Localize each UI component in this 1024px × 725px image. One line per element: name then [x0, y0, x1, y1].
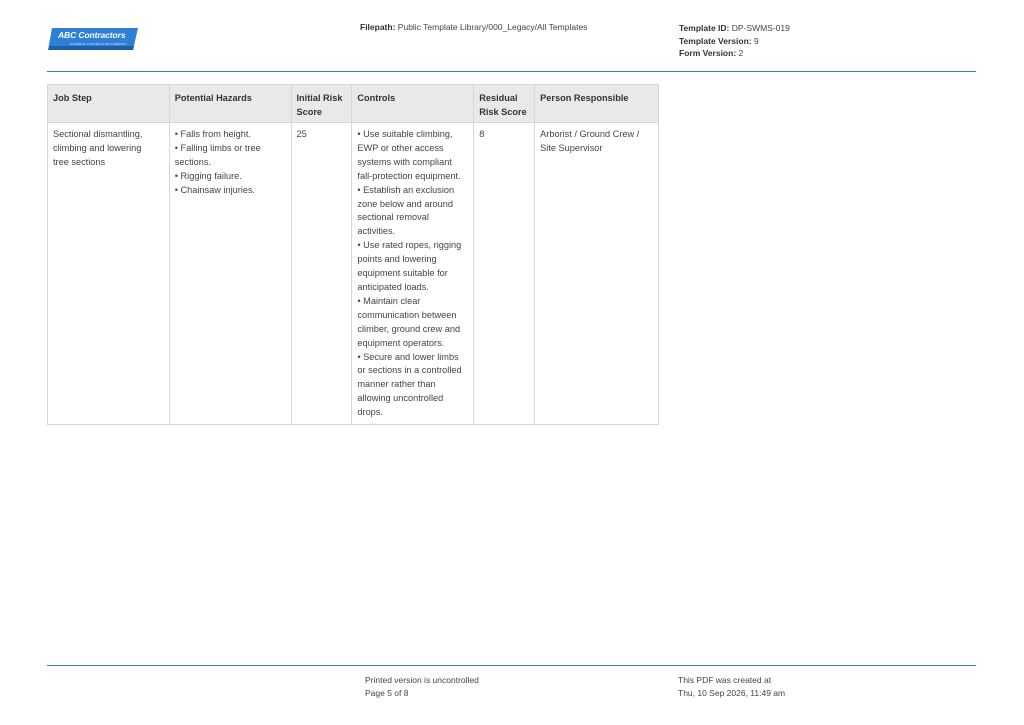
header-divider [47, 71, 976, 72]
filepath [360, 22, 587, 32]
swms-table [47, 84, 659, 425]
hazard-line: • Falling limbs or tree [174, 142, 261, 153]
cell-residual-risk: 8 [474, 123, 535, 425]
control-line: • Use rated ropes, rigging [357, 240, 462, 251]
control-line: drops. [357, 407, 383, 418]
control-line: communication between [357, 309, 457, 320]
template-version-label: Template Version: [679, 35, 752, 46]
table-row [48, 123, 659, 425]
template-id-label: Template ID: [679, 23, 730, 33]
template-id-value: DP-SWMS-019 [731, 23, 790, 33]
template-version-value: 9 [753, 35, 759, 46]
control-line: points and lowering [357, 254, 437, 265]
col-header-hazards: Potential Hazards [169, 85, 291, 123]
page-number: Page 5 of 8 [365, 687, 409, 698]
control-line: activities. [357, 226, 396, 237]
residual-risk-header-line: Risk Score [479, 106, 527, 117]
template-meta [679, 22, 790, 60]
control-line: fall-protection equipment. [357, 170, 461, 181]
job-step-line: tree sections [53, 156, 106, 167]
control-line: climber, ground crew and [357, 323, 461, 334]
cell-person [535, 123, 659, 425]
control-line: • Use suitable climbing, [357, 129, 453, 139]
control-line: allowing uncontrolled [357, 393, 444, 404]
control-line: manner rather than [357, 379, 436, 390]
control-line: EWP or other access [357, 142, 444, 153]
control-line: systems with compliant [357, 156, 452, 167]
control-line: • Secure and lower limbs [357, 351, 459, 362]
hazard-line: sections. [174, 156, 212, 167]
person-line: Arborist / Ground Crew / [540, 129, 640, 139]
job-step-line: Sectional dismantling, [53, 129, 143, 139]
cell-initial-risk: 25 [291, 123, 352, 425]
control-line: • Establish an exclusion [357, 184, 455, 195]
hazard-line: • Rigging failure. [174, 170, 242, 181]
residual-risk-header-line: Residual [479, 93, 518, 103]
template-version [679, 35, 790, 48]
logo-tagline: EXAMPLE CONTRACTOR COMPANY [70, 42, 128, 46]
form-version-label: Form Version: [679, 48, 737, 58]
col-header-job-step: Job Step [48, 85, 170, 123]
person-line: Site Supervisor [540, 142, 603, 153]
col-header-initial-risk [291, 85, 352, 123]
initial-risk-header-line: Initial Risk [296, 93, 343, 103]
cell-job-step [48, 123, 170, 425]
table-header-row [48, 85, 659, 123]
created-label: This PDF was created at [678, 675, 772, 685]
col-header-controls: Controls [352, 85, 474, 123]
created-timestamp: Thu, 10 Sep 2026, 11:49 am [678, 687, 786, 698]
footer-print-info [365, 674, 479, 699]
company-logo [48, 27, 138, 51]
uncontrolled-notice: Printed version is uncontrolled [365, 675, 479, 685]
control-line: equipment operators. [357, 337, 445, 348]
filepath-label: Filepath: [360, 22, 396, 32]
col-header-residual-risk [474, 85, 535, 123]
footer-created-info [678, 674, 785, 699]
initial-risk-header-line: Score [296, 106, 323, 117]
filepath-value: Public Template Library/000_Legacy/All Templates [397, 22, 588, 32]
control-line: zone below and around [357, 198, 453, 209]
logo-name: ABC Contractors [58, 30, 126, 40]
cell-hazards [169, 123, 291, 425]
hazard-line: • Falls from height. [174, 129, 251, 139]
form-version-value: 2 [738, 48, 744, 58]
control-line: equipment suitable for [357, 268, 448, 279]
control-line: • Maintain clear [357, 295, 421, 306]
control-line: anticipated loads. [357, 281, 429, 292]
job-step-line: climbing and lowering [53, 142, 142, 153]
form-version [679, 47, 790, 60]
hazard-line: • Chainsaw injuries. [174, 184, 256, 195]
col-header-person: Person Responsible [535, 85, 659, 123]
footer-divider [47, 665, 976, 666]
cell-controls [352, 123, 474, 425]
control-line: or sections in a controlled [357, 365, 462, 376]
template-id [679, 22, 790, 35]
control-line: sectional removal [357, 212, 429, 223]
